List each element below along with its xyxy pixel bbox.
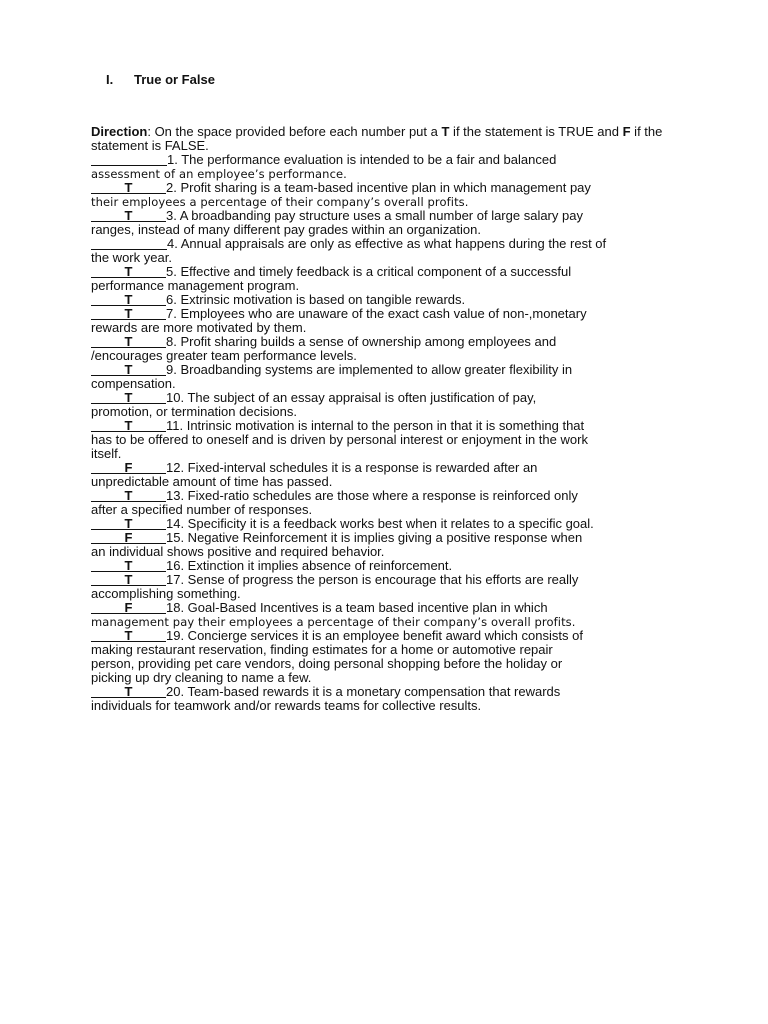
question-item — [91, 293, 681, 307]
false-letter: F — [622, 124, 631, 139]
question-item — [91, 307, 681, 335]
question-item — [91, 531, 681, 559]
question-text: unpredictable amount of time has passed. — [91, 474, 333, 489]
answer-value: T — [124, 684, 133, 699]
direction-paragraph — [91, 125, 681, 153]
question-text: 14. Specificity it is a feedback works best when it relates to a specific goal. — [166, 516, 594, 531]
answer-blank — [91, 363, 166, 377]
question-text: /encourages greater team performance levels. — [91, 348, 357, 363]
answer-blank — [91, 237, 167, 251]
answer-value: T — [124, 390, 133, 405]
section-heading — [106, 72, 215, 87]
question-text: rewards are more motivated by them. — [91, 320, 307, 335]
question-item — [91, 601, 681, 629]
question-item — [91, 573, 681, 601]
direction-text: : On the space provided before each number put a — [147, 124, 442, 139]
answer-value: T — [124, 264, 133, 279]
answer-value: T — [124, 488, 133, 503]
question-text: 3. A broadbanding pay structure uses a small number of large salary pay — [166, 208, 583, 223]
question-item — [91, 181, 681, 209]
question-item — [91, 209, 681, 237]
question-text: 17. Sense of progress the person is encourage that his efforts are really — [166, 572, 579, 587]
answer-value: T — [124, 180, 133, 195]
answer-blank — [91, 293, 166, 307]
question-text: 15. Negative Reinforcement it is implies giving a positive response when — [166, 530, 583, 545]
answer-value: T — [124, 516, 133, 531]
answer-blank — [91, 489, 166, 503]
answer-blank — [91, 531, 166, 545]
question-item — [91, 419, 681, 461]
answer-value: T — [124, 418, 133, 433]
question-text: the work year. — [91, 250, 172, 265]
answer-blank — [91, 685, 166, 699]
question-text: making restaurant reservation, finding estimates for a home or automotive repair — [91, 642, 553, 657]
answer-blank — [91, 517, 166, 531]
question-text: after a specified number of responses. — [91, 502, 313, 517]
question-text: 20. Team-based rewards it is a monetary compensation that rewards — [166, 684, 561, 699]
question-text: 9. Broadbanding systems are implemented to allow greater flexibility in — [166, 362, 573, 377]
question-text: 6. Extrinsic motivation is based on tangible rewards. — [166, 292, 466, 307]
direction-text: if the statement is FALSE. — [91, 124, 663, 153]
answer-blank — [91, 629, 166, 643]
section-title: True or False — [134, 72, 215, 87]
question-text: promotion, or termination decisions. — [91, 404, 297, 419]
worksheet-body — [91, 125, 681, 713]
answer-blank — [91, 153, 167, 167]
question-text: itself. — [91, 446, 122, 461]
question-text: picking up dry cleaning to name a few. — [91, 670, 312, 685]
question-item — [91, 489, 681, 517]
question-item — [91, 237, 681, 265]
question-text: 5. Effective and timely feedback is a critical component of a successful — [166, 264, 572, 279]
question-text: person, providing pet care vendors, doing personal shopping before the holiday or — [91, 656, 563, 671]
question-text: accomplishing something. — [91, 586, 241, 601]
question-text: 10. The subject of an essay appraisal is often justification of pay, — [166, 390, 537, 405]
question-item — [91, 685, 681, 713]
question-text: 18. Goal-Based Incentives is a team based incentive plan in which — [166, 600, 548, 615]
question-text: ranges, instead of many different pay grades within an organization. — [91, 222, 481, 237]
question-text: an individual shows positive and required behavior. — [91, 544, 385, 559]
section-number: I. — [106, 72, 114, 87]
question-text: their employees a percentage of their company’s overall profits. — [91, 195, 469, 209]
question-list — [91, 153, 681, 713]
answer-blank — [91, 209, 166, 223]
question-text: 19. Concierge services it is an employee benefit award which consists of — [166, 628, 583, 643]
answer-value: T — [124, 334, 133, 349]
answer-blank — [91, 335, 166, 349]
question-item — [91, 335, 681, 363]
question-item — [91, 461, 681, 489]
question-text: individuals for teamwork and/or rewards teams for collective results. — [91, 698, 482, 713]
question-text: performance management program. — [91, 278, 300, 293]
question-item — [91, 629, 681, 685]
answer-value: F — [124, 460, 133, 475]
direction-label: Direction — [91, 124, 148, 139]
answer-value: T — [124, 628, 133, 643]
answer-blank — [91, 307, 166, 321]
answer-blank — [91, 461, 166, 475]
answer-blank — [91, 181, 166, 195]
question-text: 12. Fixed-interval schedules it is a response is rewarded after an — [166, 460, 538, 475]
answer-blank — [91, 573, 166, 587]
answer-value: F — [124, 530, 133, 545]
question-item — [91, 391, 681, 419]
answer-value: T — [124, 208, 133, 223]
answer-blank — [91, 391, 166, 405]
question-text: 4. Annual appraisals are only as effective as what happens during the rest of — [167, 236, 607, 251]
answer-value: F — [124, 600, 133, 615]
question-text: assessment of an employee’s performance. — [91, 167, 347, 181]
answer-blank — [91, 559, 166, 573]
question-text: has to be offered to oneself and is driven by personal interest or enjoyment in the work — [91, 432, 588, 447]
answer-value: T — [124, 292, 133, 307]
answer-value: T — [124, 558, 133, 573]
answer-blank — [91, 419, 166, 433]
question-text: 8. Profit sharing builds a sense of ownership among employees and — [166, 334, 557, 349]
question-text: compensation. — [91, 376, 176, 391]
answer-value: T — [124, 572, 133, 587]
question-item — [91, 559, 681, 573]
answer-blank — [91, 601, 166, 615]
question-text: 16. Extinction it implies absence of reinforcement. — [166, 558, 453, 573]
question-item — [91, 265, 681, 293]
question-text: 7. Employees who are unaware of the exact cash value of non-,monetary — [166, 306, 587, 321]
answer-value: T — [124, 306, 133, 321]
question-item — [91, 517, 681, 531]
question-item — [91, 363, 681, 391]
answer-value: T — [124, 362, 133, 377]
question-text: management pay their employees a percentage of their company’s overall profits. — [91, 615, 576, 629]
true-letter: T — [441, 124, 450, 139]
question-text: 13. Fixed-ratio schedules are those where a response is reinforced only — [166, 488, 578, 503]
question-text: 1. The performance evaluation is intended to be a fair and balanced — [167, 152, 557, 167]
answer-blank — [91, 265, 166, 279]
question-text: 11. Intrinsic motivation is internal to the person in that it is something that — [166, 418, 585, 433]
question-item — [91, 153, 681, 181]
question-text: 2. Profit sharing is a team-based incentive plan in which management pay — [166, 180, 591, 195]
direction-text: if the statement is TRUE and — [449, 124, 623, 139]
